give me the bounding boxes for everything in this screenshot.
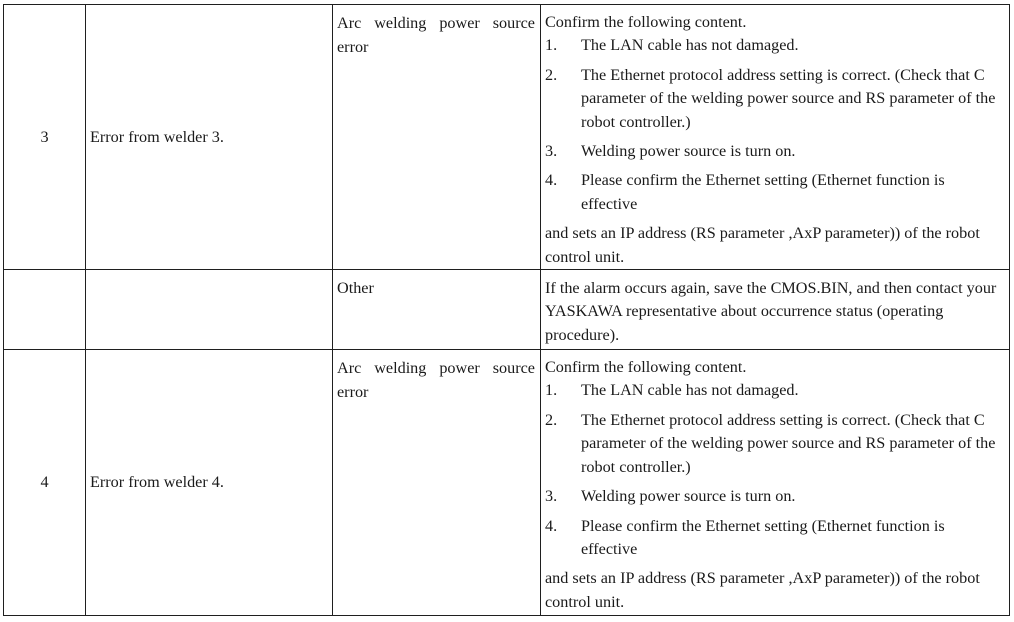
remedy-content bbox=[541, 350, 1009, 614]
table-row-welder-4 bbox=[4, 350, 1010, 616]
cause-cell bbox=[333, 5, 541, 270]
step-text: The Ethernet protocol address setting is correct. (Check that C parameter of the welding power source and RS parameter of the robot controller.) bbox=[581, 65, 996, 131]
step-number: 4. bbox=[545, 516, 558, 535]
step-text: Welding power source is turn on. bbox=[581, 142, 796, 161]
remedy-step bbox=[545, 140, 1003, 163]
cause-text: Arc welding power source error bbox=[337, 359, 535, 401]
remedy-step bbox=[545, 64, 1003, 134]
sub-code: 3 bbox=[40, 127, 49, 146]
cause-text: Other bbox=[337, 279, 374, 298]
step-number: 2. bbox=[545, 65, 558, 84]
description-text: Error from welder 4. bbox=[90, 473, 224, 492]
remedy-step bbox=[545, 379, 1003, 402]
remedy-step bbox=[545, 515, 1003, 562]
alarm-remedy-table bbox=[3, 4, 1010, 616]
table-row-welder-3 bbox=[4, 5, 1010, 270]
sub-code-cell bbox=[4, 5, 86, 270]
step-text: Please confirm the Ethernet setting (Ethernet function is effective bbox=[581, 171, 945, 213]
sub-code: 4 bbox=[40, 473, 49, 492]
description-cell bbox=[86, 270, 333, 350]
remedy-cell bbox=[541, 350, 1010, 616]
step-text: Please confirm the Ethernet setting (Ethernet function is effective bbox=[581, 516, 945, 558]
step-text: Welding power source is turn on. bbox=[581, 487, 796, 506]
remedy-step bbox=[545, 485, 1003, 508]
remedy-step bbox=[545, 409, 1003, 479]
step-number: 2. bbox=[545, 410, 558, 429]
remedy-cell bbox=[541, 270, 1010, 350]
table-row-other bbox=[4, 270, 1010, 350]
step-text: The LAN cable has not damaged. bbox=[581, 36, 799, 55]
step-number: 3. bbox=[545, 142, 558, 161]
description-cell bbox=[86, 350, 333, 616]
remedy-text: If the alarm occurs again, save the CMOS.BIN, and then contact your YASKAWA representative about occurrence status (operating procedure). bbox=[545, 279, 997, 344]
remedy-step bbox=[545, 169, 1003, 216]
step-number: 3. bbox=[545, 487, 558, 506]
remedy-tail: and sets an IP address (RS parameter ,AxP parameter)) of the robot control unit. bbox=[545, 224, 980, 266]
step-text: The LAN cable has not damaged. bbox=[581, 381, 799, 400]
description-cell bbox=[86, 5, 333, 270]
remedy-intro: Confirm the following content. bbox=[545, 13, 747, 31]
step-number: 1. bbox=[545, 36, 558, 55]
cause-cell bbox=[333, 270, 541, 350]
remedy-intro: Confirm the following content. bbox=[545, 358, 747, 377]
step-number: 4. bbox=[545, 171, 558, 190]
description-text: Error from welder 3. bbox=[90, 127, 224, 146]
remedy-tail: and sets an IP address (RS parameter ,AxP parameter)) of the robot control unit. bbox=[545, 569, 980, 611]
cause-cell bbox=[333, 350, 541, 616]
sub-code-cell bbox=[4, 350, 86, 616]
step-number: 1. bbox=[545, 381, 558, 400]
remedy-step bbox=[545, 34, 1003, 57]
step-text: The Ethernet protocol address setting is correct. (Check that C parameter of the welding power source and RS parameter of the robot controller.) bbox=[581, 410, 996, 476]
sub-code-cell bbox=[4, 270, 86, 350]
cause-text: Arc welding power source error bbox=[337, 14, 535, 56]
remedy-content bbox=[541, 5, 1009, 269]
remedy-cell bbox=[541, 5, 1010, 270]
